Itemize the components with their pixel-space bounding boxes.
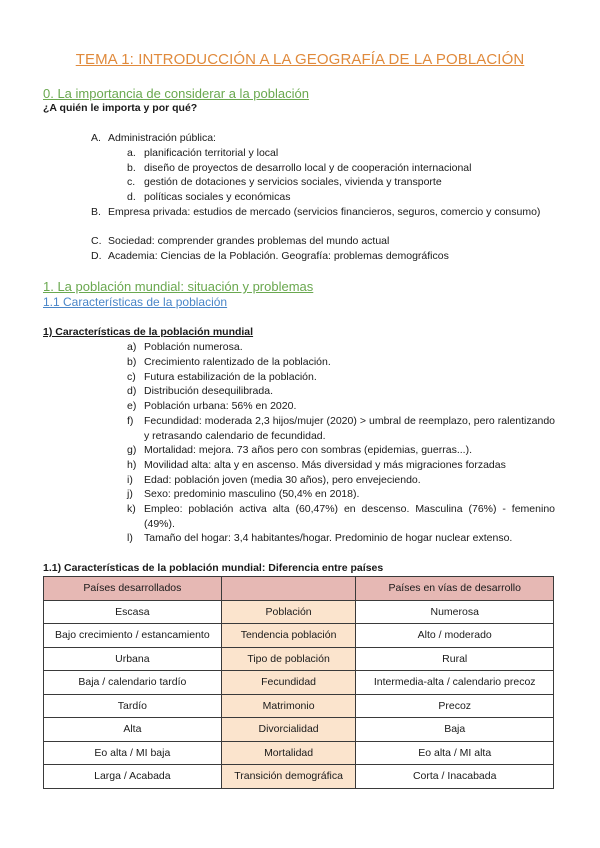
section-0-question: ¿A quién le importa y por qué? [43, 102, 198, 114]
table-row [44, 765, 554, 789]
list-item: Tamaño del hogar: 3,4 habitantes/hogar. Predominio de hogar nuclear extenso. [144, 532, 513, 544]
list-item: Sexo: predominio masculino (50,4% en 2018). [144, 488, 360, 500]
cell-developed: Bajo crecimiento / estancamiento [44, 624, 222, 648]
section-1-1-subheading: 1.1 Características de la población [43, 295, 228, 309]
cell-developed: Larga / Acabada [44, 765, 222, 789]
list-marker: l) [127, 532, 133, 544]
list-item: Población numerosa. [144, 341, 243, 353]
cell-developing: Intermedia-alta / calendario precoz [356, 671, 554, 695]
list-item: Crecimiento ralentizado de la población. [144, 356, 331, 368]
header-developed: Países desarrollados [44, 577, 222, 601]
list-item: gestión de dotaciones y servicios sociales, vivienda y transporte [144, 176, 442, 188]
list-item: Sociedad: comprender grandes problemas del mundo actual [108, 235, 390, 247]
table-row [44, 718, 554, 742]
cell-developing: Precoz [356, 694, 554, 718]
cell-developing: Baja [356, 718, 554, 742]
list-marker: B. [91, 206, 101, 218]
cell-developed: Baja / calendario tardío [44, 671, 222, 695]
cell-attribute: Tipo de población [221, 647, 356, 671]
cell-attribute: Matrimonio [221, 694, 356, 718]
list-item: Futura estabilización de la población. [144, 371, 317, 383]
cell-developing: Alto / moderado [356, 624, 554, 648]
list-item: Distribución desequilibrada. [144, 385, 273, 397]
cell-developing: Numerosa [356, 600, 554, 624]
list-marker: D. [91, 250, 102, 262]
section-0-heading: 0. La importancia de considerar a la población [43, 86, 309, 101]
header-developing: Países en vías de desarrollo [356, 577, 554, 601]
table-row [44, 741, 554, 765]
list-marker: a) [127, 341, 137, 353]
list-marker: a. [127, 147, 136, 159]
list-marker: h) [127, 459, 137, 471]
table-row [44, 624, 554, 648]
list-item: Movilidad alta: alta y en ascenso. Más diversidad y más migraciones forzadas [144, 459, 506, 471]
table-title: 1.1) Características de la población mundial: Diferencia entre países [43, 562, 384, 574]
characteristics-list-title: 1) Características de la población mundial [43, 326, 254, 338]
list-item: Edad: población joven (media 30 años), pero envejeciendo. [144, 474, 421, 486]
table-row [44, 647, 554, 671]
list-item: Mortalidad: mejora. 73 años pero con sombras (epidemias, guerras...). [144, 444, 472, 456]
document-title: TEMA 1: INTRODUCCIÓN A LA GEOGRAFÍA DE LA POBLACIÓN [75, 51, 525, 68]
table-row [44, 671, 554, 695]
table-row [44, 600, 554, 624]
cell-attribute: Población [221, 600, 356, 624]
list-marker: A. [91, 132, 101, 144]
cell-attribute: Tendencia población [221, 624, 356, 648]
list-marker: b. [127, 162, 136, 174]
list-marker: k) [127, 503, 136, 515]
list-item: políticas sociales y económicas [144, 191, 291, 203]
list-marker: b) [127, 356, 137, 368]
list-marker: C. [91, 235, 102, 247]
list-item: Población urbana: 56% en 2020. [144, 400, 297, 412]
cell-attribute: Divorcialidad [221, 718, 356, 742]
cell-developed: Alta [44, 718, 222, 742]
cell-developed: Escasa [44, 600, 222, 624]
table-header-row [44, 577, 554, 601]
table-row [44, 694, 554, 718]
list-marker: j) [127, 488, 133, 500]
list-item: diseño de proyectos de desarrollo local y de cooperación internacional [144, 162, 472, 174]
list-marker: i) [127, 474, 133, 486]
countries-comparison-table [43, 576, 554, 789]
list-marker: f) [127, 415, 134, 427]
cell-developed: Eo alta / MI baja [44, 741, 222, 765]
list-item: Academia: Ciencias de la Población. Geografía: problemas demográficos [108, 250, 449, 262]
list-item: planificación territorial y local [144, 147, 279, 159]
cell-developing: Corta / Inacabada [356, 765, 554, 789]
cell-attribute: Mortalidad [221, 741, 356, 765]
list-marker: c) [127, 371, 136, 383]
cell-attribute: Transición demográfica [221, 765, 356, 789]
list-marker: d) [127, 385, 137, 397]
cell-attribute: Fecundidad [221, 671, 356, 695]
header-blank [221, 577, 356, 601]
cell-developed: Urbana [44, 647, 222, 671]
list-item: Fecundidad: moderada 2,3 hijos/mujer (2020) > umbral de reemplazo, pero ralentizando y retrasando calendario de fecundidad. [144, 415, 555, 442]
cell-developing: Rural [356, 647, 554, 671]
cell-developed: Tardío [44, 694, 222, 718]
list-marker: c. [127, 176, 136, 188]
list-item: Empleo: población activa alta (60,47%) en descenso. Masculina (76%) - femenino (49%). [144, 503, 555, 530]
list-item: Administración pública: [108, 132, 216, 144]
list-marker: e) [127, 400, 137, 412]
list-item: Empresa privada: estudios de mercado (servicios financieros, seguros, comercio y consumo) [108, 206, 541, 218]
list-marker: d. [127, 191, 136, 203]
section-1-heading: 1. La población mundial: situación y problemas [43, 279, 314, 294]
list-marker: g) [127, 444, 137, 456]
cell-developing: Eo alta / MI alta [356, 741, 554, 765]
